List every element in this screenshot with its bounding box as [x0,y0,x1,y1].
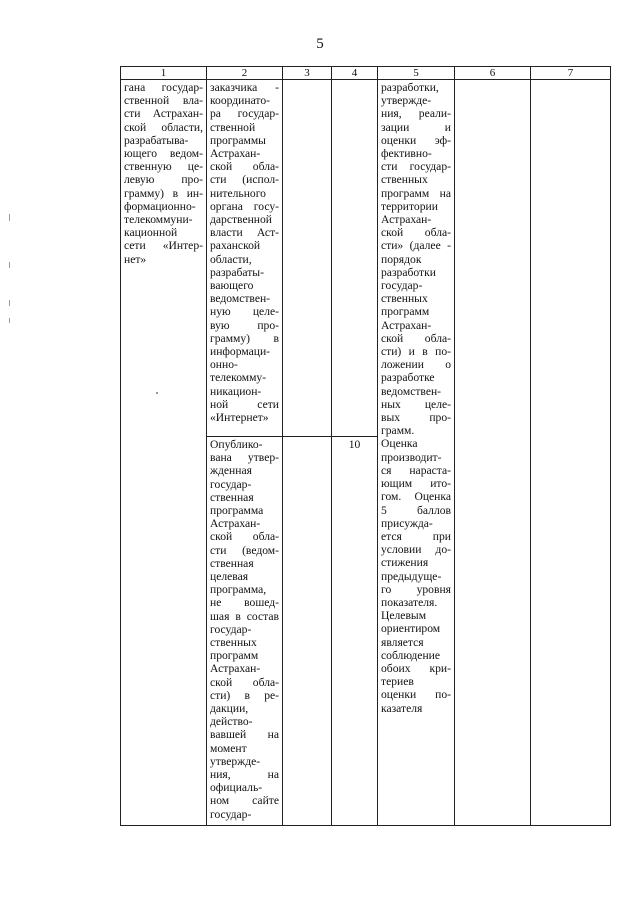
text-line: власти Аст- [210,226,279,240]
row1-col1-text [121,80,207,826]
text-line: сти государ- [381,160,451,174]
text-line: утвержде- [210,754,261,768]
header-col-1: 1 [121,67,207,80]
text-line: сти) в ре- [210,688,279,702]
text-line: ственных [381,292,428,306]
header-col-5: 5 [378,67,455,80]
text-line: казателя [381,701,423,715]
text-line: предыдуще- [381,569,442,583]
text-line: раханской [210,239,261,253]
header-col-6: 6 [455,67,531,80]
text-line: ния, реали- [381,107,451,121]
text-line: ственных [210,636,257,650]
text-line: присужда- [381,516,433,530]
text-line: момент [210,741,247,755]
scan-speck [156,392,158,394]
text-line: жденная [210,464,252,478]
header-col-4: 4 [332,67,378,80]
text-line: сти (ведом- [210,543,279,557]
text-line: грамм. [381,424,415,438]
scan-mark [9,318,10,323]
text-line: ственную це- [124,160,203,174]
text-line: ном сайте [210,794,279,808]
text-line: грамму) в ин- [124,186,203,200]
text-line: информаци- [210,345,271,359]
text-line: показателя. [381,595,438,609]
text-line: телекоммуни- [124,213,193,227]
text-line: вающего [210,279,254,293]
text-line: ской обла- [381,226,451,240]
text-line: ственной вла- [124,94,203,108]
page-number: 5 [316,36,324,52]
text-line: органа госу- [210,199,279,213]
row1-col7-cell [531,80,611,826]
text-line: Целевым [381,609,427,623]
text-line: государ- [381,279,423,293]
table-row [121,80,611,437]
text-line: сти (испол- [210,173,279,187]
text-line: программа [210,504,264,518]
text-line: формационно- [124,199,196,213]
text-line: целевая [210,570,249,584]
text-line: оценки эф- [381,133,451,147]
row1-col6-cell [455,80,531,826]
text-line: соблюдение [381,648,441,662]
text-line: Астрахан- [210,517,261,531]
scan-mark [9,300,10,306]
text-line: ской обла- [210,675,279,689]
text-line: территории [381,199,438,213]
text-line: ственных [381,173,428,187]
text-line: вых про- [381,411,451,425]
row1-col5-text [378,80,455,826]
text-line: Астрахан- [210,662,261,676]
header-col-2: 2 [207,67,283,80]
text-line: шая в состав [210,609,279,623]
text-line: Опублико- [210,438,263,451]
text-line: «Интернет» [210,411,269,425]
text-line: программ [210,649,259,663]
text-line: сти) и в по- [381,345,451,359]
text-line: ственная [210,556,254,570]
text-line: сти» (далее - [381,239,451,253]
text-line: программ на [381,186,451,200]
text-line: вавшей на [210,728,279,742]
text-line: программы [210,133,266,147]
text-line: Астрахан- [210,147,261,161]
text-line: оценки по- [381,688,451,702]
row2-col3-cell [283,437,332,826]
text-line: ской обла- [381,331,451,345]
text-line: фективно- [381,147,432,161]
header-col-3: 3 [283,67,332,80]
text-line: заказчика - [210,81,279,94]
text-line: ной сети [210,397,279,411]
text-line: ственной [210,120,256,134]
text-line: не вошед- [210,596,279,610]
text-line: ную целе- [210,305,279,319]
text-line: вую про- [210,318,279,332]
text-line: разработки [381,265,436,279]
text-line: государ- [210,622,252,636]
scan-mark [9,262,10,268]
text-line: сти Астрахан- [124,107,203,121]
text-line: ориентиром [381,622,441,636]
text-line: ской обла- [210,530,279,544]
text-line: программа, [210,583,267,597]
text-line: Оценка [381,437,418,451]
text-line: ведомствен- [210,292,271,306]
text-line: ской обла- [210,160,279,174]
text-line: вана утвер- [210,451,279,465]
text-line: нительного [210,186,266,200]
scan-mark [9,214,10,221]
text-line: кационной [124,226,178,240]
text-line: Астрахан- [381,318,432,332]
text-line: ственная [210,490,254,504]
text-line: сети «Интер- [124,239,203,253]
text-line: является [381,635,424,649]
text-line: области, [210,252,252,266]
text-line: порядок [381,252,422,266]
row2-col4-score: 10 [332,437,378,826]
text-line: разрабатыва- [124,133,189,147]
criteria-table [120,66,611,826]
row2-col2-text [207,437,283,826]
text-line: условии до- [381,543,451,557]
text-line: ведомствен- [381,384,442,398]
text-line: зации и [381,120,451,134]
row1-col4-cell [332,80,378,437]
header-row [121,67,611,80]
text-line: ных целе- [381,397,451,411]
header-col-7: 7 [531,67,611,80]
text-line: ра государ- [210,107,279,121]
text-line: программ [381,305,430,319]
text-line: ния, на [210,768,279,782]
text-line: стижения [381,556,429,570]
text-line: разработки, [381,81,439,94]
text-line: действо- [210,715,253,729]
text-line: ложении о [381,358,451,372]
text-line: дакции, [210,702,249,716]
text-line: Астрахан- [381,213,432,227]
text-line: никацион- [210,384,262,398]
text-line: териев [381,675,414,689]
text-line: гана государ- [124,81,203,94]
text-line: ской области, [124,120,203,134]
text-line: го уровня [381,582,451,596]
text-line: 5 баллов [381,503,451,517]
text-line: обоих кри- [381,661,451,675]
text-line: разрабаты- [210,265,264,279]
text-line: утвержде- [381,94,432,108]
text-line: государ- [210,807,252,821]
row1-col2-text [207,80,283,437]
text-line: государ- [210,477,252,491]
row1-col3-cell [283,80,332,437]
text-line: ющим ито- [381,477,451,491]
text-line: грамму) в [210,331,279,345]
text-line: ющего ведом- [124,147,203,161]
text-line: ся нараста- [381,463,451,477]
text-line: ется при [381,529,451,543]
text-line: разработке [381,371,435,385]
text-line: производит- [381,450,442,464]
text-line: дарственной [210,213,273,227]
text-line: координато- [210,94,271,108]
text-line: телекомму- [210,371,267,385]
text-line: левую про- [124,173,203,187]
text-line: онно- [210,358,238,372]
text-line: гом. Оценка [381,490,451,504]
text-line: нет» [124,252,147,266]
text-line: официаль- [210,781,263,795]
